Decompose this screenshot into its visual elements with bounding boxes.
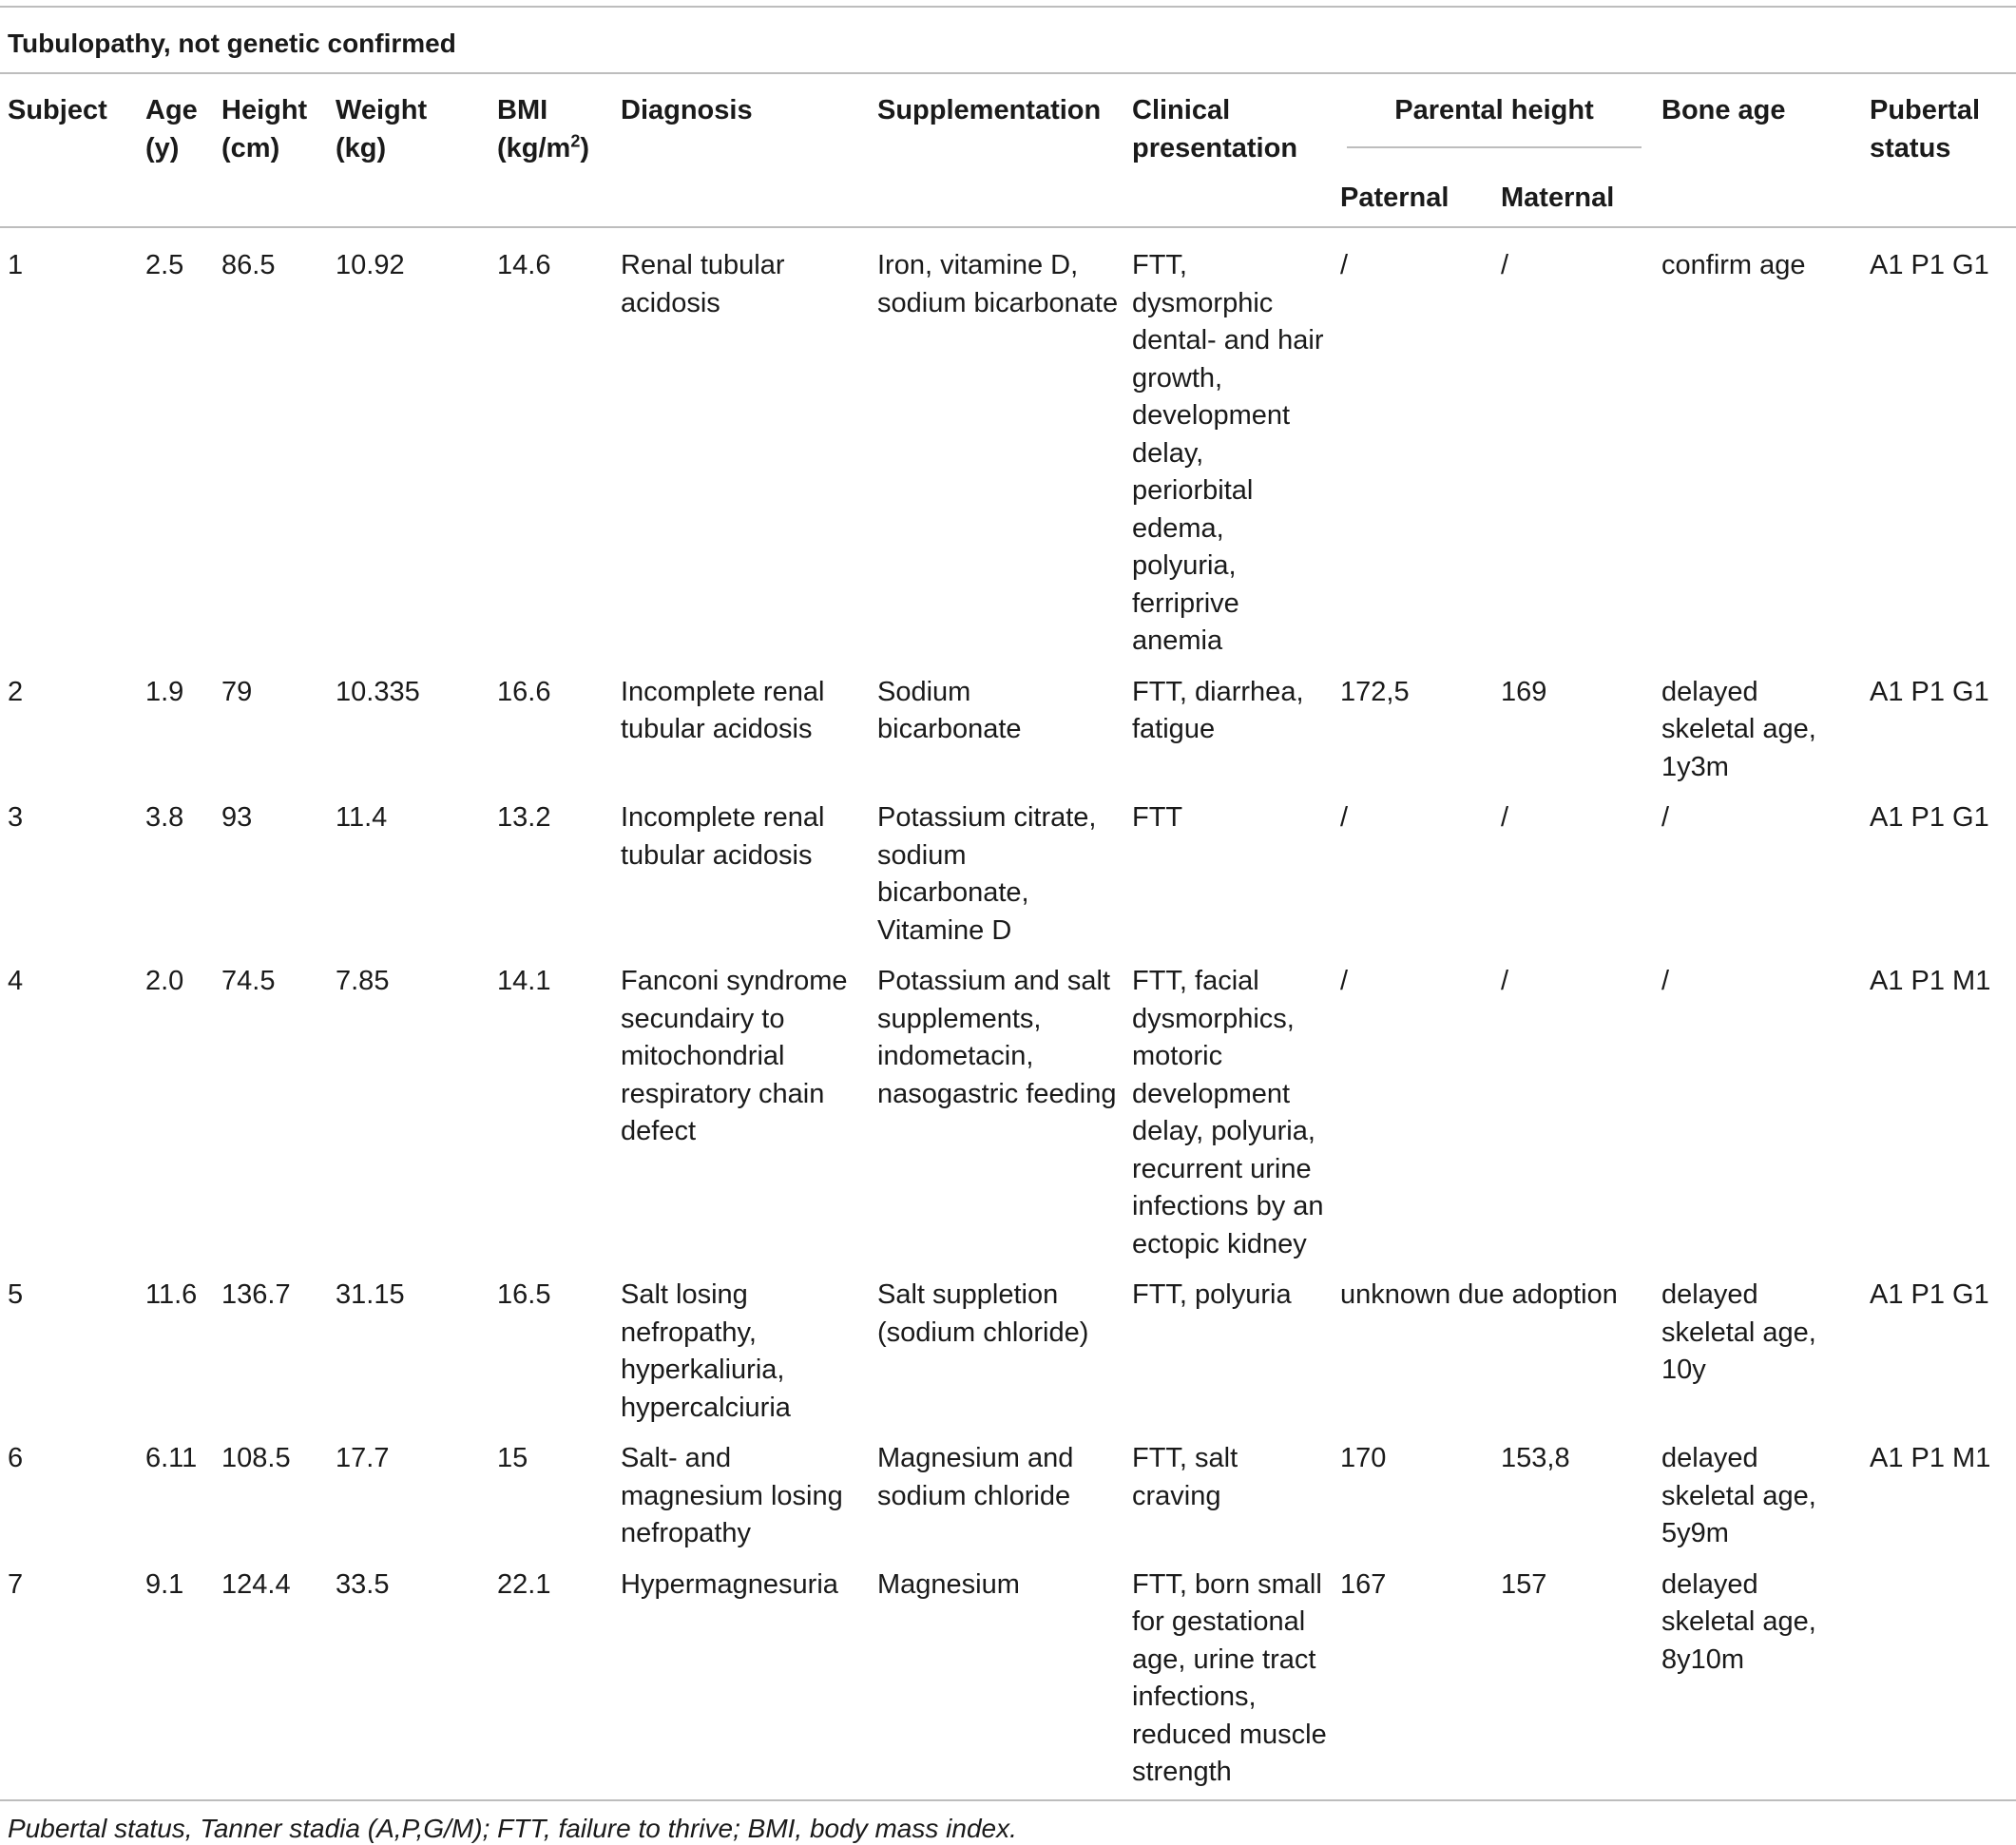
cell-height: 108.5 — [221, 1443, 291, 1473]
cell-pubertal: A1 P1 G1 — [1870, 250, 1989, 280]
cell-supplementation: Salt suppletion (sodium chloride) — [877, 1279, 1089, 1348]
cell-paternal: / — [1340, 802, 1349, 833]
table-row — [0, 1553, 2016, 1799]
cell-subject: 7 — [8, 1568, 24, 1600]
table-row — [0, 227, 2016, 661]
cell-age: 2.0 — [145, 966, 184, 996]
data-table — [0, 74, 2016, 1799]
cell-age: 1.9 — [145, 676, 184, 707]
header-bmi — [490, 74, 613, 227]
cell-bmi: 13.2 — [497, 802, 551, 833]
cell-pubertal: A1 P1 G1 — [1870, 676, 1989, 707]
cell-supplementation: Potassium and salt supplements, indometacin, nasogastric feeding — [877, 966, 1117, 1109]
cell-age: 6.11 — [145, 1443, 198, 1473]
cell-bone-age: delayed skeletal age, 10y — [1661, 1279, 1816, 1385]
cell-bone-age: / — [1661, 802, 1670, 833]
header-bmi-prefix: BMI (kg/m — [497, 95, 571, 163]
table-row — [0, 661, 2016, 787]
table-row — [0, 1427, 2016, 1553]
cell-paternal: 167 — [1340, 1568, 1387, 1600]
cell-height: 74.5 — [221, 966, 276, 996]
table-footnote: Pubertal status, Tanner stadia (A,P,G/M); FTT, failure to thrive; BMI, body mass index. — [8, 1813, 1017, 1843]
cell-subject: 1 — [8, 250, 24, 280]
header-maternal: Maternal — [1501, 183, 1615, 213]
header-bone-age: Bone age — [1661, 95, 1786, 125]
cell-diagnosis: Salt losing nefropathy, hyperkaliuria, hypercalciuria — [621, 1279, 791, 1423]
cell-clinical: FTT, facial dysmorphics, motoric development delay, polyuria, recurrent urine infections by an ectopic kidney — [1132, 966, 1324, 1259]
cell-paternal: / — [1340, 966, 1349, 996]
cell-weight: 11.4 — [336, 802, 388, 833]
header-row-1 — [0, 74, 2016, 165]
table-row — [0, 1263, 2016, 1427]
cell-supplementation: Potassium citrate, sodium bicarbonate, Vitamine D — [877, 802, 1097, 946]
cell-maternal: 169 — [1501, 676, 1547, 707]
cell-age: 3.8 — [145, 802, 184, 833]
cell-parental-merged: unknown due adoption — [1340, 1279, 1618, 1310]
cell-age: 11.6 — [145, 1279, 198, 1310]
cell-paternal: 172,5 — [1340, 676, 1410, 707]
cell-clinical: FTT, born small for gestational age, urine tract infections, reduced muscle strength — [1132, 1568, 1327, 1787]
header-bmi-suffix: ) — [580, 133, 590, 163]
parental-group-rule — [1347, 146, 1642, 148]
cell-supplementation: Magnesium — [877, 1568, 1020, 1600]
cell-bone-age: delayed skeletal age, 1y3m — [1661, 676, 1816, 782]
cell-height: 136.7 — [221, 1279, 291, 1310]
cell-weight: 17.7 — [336, 1443, 390, 1473]
cell-maternal: / — [1501, 802, 1509, 833]
header-supplementation: Supplementation — [877, 95, 1102, 125]
cell-supplementation: Sodium bicarbonate — [877, 676, 1022, 744]
cell-clinical: FTT, diarrhea, fatigue — [1132, 676, 1304, 744]
header-subject: Subject — [8, 95, 107, 125]
cell-clinical: FTT, polyuria — [1132, 1279, 1292, 1310]
cell-weight: 31.15 — [336, 1279, 405, 1310]
cell-subject: 4 — [8, 966, 24, 996]
cell-height: 93 — [221, 802, 253, 833]
cell-supplementation: Magnesium and sodium chloride — [877, 1443, 1074, 1511]
cell-bmi: 16.5 — [497, 1279, 551, 1310]
header-bmi-sup: 2 — [570, 131, 581, 151]
cell-pubertal: A1 P1 M1 — [1870, 1443, 1991, 1473]
cell-bone-age: delayed skeletal age, 8y10m — [1661, 1568, 1816, 1675]
cell-diagnosis: Incomplete renal tubular acidosis — [621, 802, 825, 871]
cell-height: 79 — [221, 676, 253, 707]
header-diagnosis: Diagnosis — [621, 95, 753, 125]
cell-bmi: 15 — [497, 1443, 528, 1473]
cell-diagnosis: Incomplete renal tubular acidosis — [621, 676, 825, 744]
cell-subject: 2 — [8, 676, 24, 707]
cell-subject: 5 — [8, 1279, 24, 1310]
cell-subject: 3 — [8, 802, 24, 833]
cell-maternal: / — [1501, 966, 1509, 996]
cell-bmi: 14.6 — [497, 250, 551, 280]
cell-clinical: FTT, dysmorphic dental- and hair growth, development delay, periorbital edema, polyuria, ferriprive anemia — [1132, 250, 1324, 656]
cell-maternal: 153,8 — [1501, 1443, 1570, 1473]
table-row — [0, 950, 2016, 1263]
section-title: Tubulopathy, not genetic confirmed — [8, 29, 456, 58]
cell-pubertal: A1 P1 G1 — [1870, 1279, 1989, 1310]
cell-weight: 10.335 — [336, 676, 420, 707]
cell-weight: 33.5 — [336, 1568, 390, 1600]
header-parental: Parental height — [1394, 95, 1594, 125]
header-weight: Weight (kg) — [336, 95, 428, 163]
cell-diagnosis: Hypermagnesuria — [621, 1568, 838, 1600]
header-age: Age (y) — [145, 95, 198, 163]
table-row — [0, 786, 2016, 950]
cell-pubertal: A1 P1 G1 — [1870, 802, 1989, 833]
cell-clinical: FTT, salt craving — [1132, 1443, 1238, 1511]
cell-pubertal: A1 P1 M1 — [1870, 966, 1991, 996]
header-height: Height (cm) — [221, 95, 308, 163]
cell-bone-age: delayed skeletal age, 5y9m — [1661, 1443, 1816, 1548]
cell-subject: 6 — [8, 1443, 24, 1473]
cell-weight: 10.92 — [336, 250, 405, 280]
cell-bmi: 14.1 — [497, 966, 551, 996]
cell-bone-age: / — [1661, 966, 1670, 996]
cell-maternal: 157 — [1501, 1568, 1547, 1600]
cell-diagnosis: Fanconi syndrome secundairy to mitochondrial respiratory chain defect — [621, 966, 848, 1146]
cell-age: 9.1 — [145, 1568, 184, 1600]
cell-pubertal — [1862, 1553, 2016, 1799]
cell-clinical: FTT — [1132, 802, 1183, 833]
cell-height: 124.4 — [221, 1568, 291, 1600]
header-paternal: Paternal — [1340, 183, 1450, 213]
cell-diagnosis: Salt- and magnesium losing nefropathy — [621, 1443, 843, 1548]
cell-age: 2.5 — [145, 250, 184, 280]
cell-paternal: 170 — [1340, 1443, 1387, 1473]
cell-bmi: 22.1 — [497, 1568, 551, 1600]
cell-supplementation: Iron, vitamine D, sodium bicarbonate — [877, 250, 1119, 318]
cell-diagnosis: Renal tubular acidosis — [621, 250, 785, 318]
cell-bone-age: confirm age — [1661, 250, 1806, 280]
cell-weight: 7.85 — [336, 966, 390, 996]
header-parental-group — [1333, 74, 1654, 165]
cell-bmi: 16.6 — [497, 676, 551, 707]
header-clinical: Clinical presentation — [1132, 95, 1298, 163]
header-pubertal: Pubertal status — [1870, 95, 1981, 163]
cell-maternal: / — [1501, 250, 1509, 280]
cell-height: 86.5 — [221, 250, 276, 280]
cell-paternal: / — [1340, 250, 1349, 280]
